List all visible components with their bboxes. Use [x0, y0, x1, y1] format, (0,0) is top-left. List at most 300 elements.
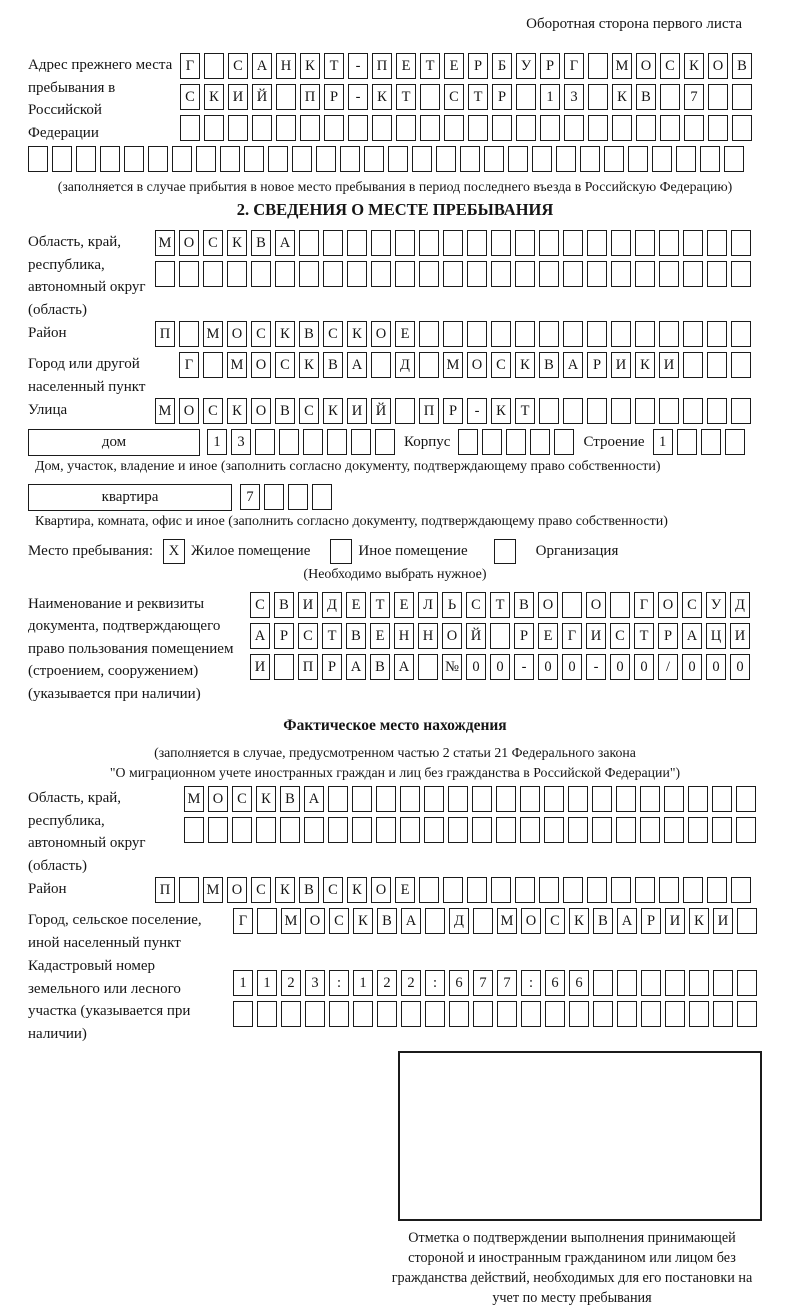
char-cell[interactable] — [496, 786, 516, 812]
char-cell[interactable]: С — [299, 398, 319, 424]
char-cell[interactable] — [641, 970, 661, 996]
char-cell[interactable] — [707, 398, 727, 424]
char-cell[interactable] — [329, 1001, 349, 1027]
char-cell[interactable] — [196, 146, 216, 172]
char-cell[interactable]: - — [348, 84, 368, 110]
checkbox-organization[interactable] — [494, 539, 516, 564]
char-cell[interactable] — [220, 146, 240, 172]
char-cell[interactable] — [324, 115, 344, 141]
char-cell[interactable] — [665, 970, 685, 996]
char-cell[interactable] — [563, 321, 583, 347]
char-cell[interactable] — [204, 115, 224, 141]
char-cell[interactable]: С — [250, 592, 270, 618]
char-cell[interactable] — [731, 321, 751, 347]
char-cell[interactable]: В — [377, 908, 397, 934]
char-cell[interactable]: А — [252, 53, 272, 79]
char-cell[interactable] — [443, 321, 463, 347]
char-grid-row[interactable] — [28, 146, 762, 172]
char-cell[interactable] — [539, 321, 559, 347]
char-cell[interactable] — [443, 877, 463, 903]
char-cell[interactable]: 0 — [706, 654, 726, 680]
char-cell[interactable]: С — [251, 877, 271, 903]
char-cell[interactable] — [731, 352, 751, 378]
char-cell[interactable] — [564, 115, 584, 141]
char-cell[interactable] — [659, 398, 679, 424]
char-cell[interactable] — [279, 429, 299, 455]
char-cell[interactable]: - — [586, 654, 606, 680]
char-cell[interactable] — [232, 817, 252, 843]
char-cell[interactable] — [482, 429, 502, 455]
char-cell[interactable] — [443, 230, 463, 256]
char-grid-row[interactable] — [180, 84, 756, 110]
char-cell[interactable] — [304, 817, 324, 843]
char-cell[interactable]: К — [353, 908, 373, 934]
char-cell[interactable] — [484, 146, 504, 172]
char-cell[interactable]: 1 — [207, 429, 227, 455]
char-cell[interactable]: М — [612, 53, 632, 79]
char-cell[interactable]: К — [347, 877, 367, 903]
char-cell[interactable]: : — [425, 970, 445, 996]
char-cell[interactable] — [252, 115, 272, 141]
char-cell[interactable] — [228, 115, 248, 141]
char-cell[interactable] — [731, 230, 751, 256]
char-grid-row[interactable] — [653, 429, 749, 455]
char-cell[interactable]: К — [299, 352, 319, 378]
char-cell[interactable]: С — [466, 592, 486, 618]
char-cell[interactable]: Е — [396, 53, 416, 79]
char-cell[interactable] — [660, 84, 680, 110]
char-cell[interactable] — [288, 484, 308, 510]
char-cell[interactable] — [707, 261, 727, 287]
char-cell[interactable]: К — [372, 84, 392, 110]
char-cell[interactable] — [327, 429, 347, 455]
char-cell[interactable]: 2 — [281, 970, 301, 996]
char-cell[interactable]: - — [467, 398, 487, 424]
char-grid-row[interactable] — [184, 786, 760, 812]
char-cell[interactable] — [490, 623, 510, 649]
char-cell[interactable] — [292, 146, 312, 172]
char-grid-row[interactable] — [155, 230, 755, 256]
char-cell[interactable]: К — [323, 398, 343, 424]
char-cell[interactable]: 0 — [562, 654, 582, 680]
char-cell[interactable]: В — [323, 352, 343, 378]
char-cell[interactable]: Г — [179, 352, 199, 378]
char-cell[interactable]: П — [419, 398, 439, 424]
char-cell[interactable]: В — [514, 592, 534, 618]
char-cell[interactable]: С — [232, 786, 252, 812]
char-cell[interactable]: О — [179, 230, 199, 256]
char-cell[interactable] — [556, 146, 576, 172]
char-cell[interactable] — [683, 877, 703, 903]
char-cell[interactable] — [683, 352, 703, 378]
char-cell[interactable] — [708, 115, 728, 141]
char-cell[interactable] — [184, 817, 204, 843]
char-grid-row[interactable] — [250, 623, 754, 649]
char-cell[interactable] — [684, 115, 704, 141]
char-cell[interactable] — [280, 817, 300, 843]
char-cell[interactable]: Т — [322, 623, 342, 649]
char-cell[interactable]: Р — [658, 623, 678, 649]
char-cell[interactable] — [303, 429, 323, 455]
char-cell[interactable]: 7 — [684, 84, 704, 110]
char-cell[interactable]: Р — [443, 398, 463, 424]
char-cell[interactable]: С — [251, 321, 271, 347]
char-cell[interactable] — [635, 230, 655, 256]
char-cell[interactable] — [100, 146, 120, 172]
char-cell[interactable]: Е — [370, 623, 390, 649]
char-cell[interactable] — [587, 261, 607, 287]
char-cell[interactable]: С — [298, 623, 318, 649]
char-cell[interactable] — [587, 877, 607, 903]
char-cell[interactable] — [635, 877, 655, 903]
char-cell[interactable] — [724, 146, 744, 172]
char-cell[interactable]: Н — [276, 53, 296, 79]
char-cell[interactable] — [491, 321, 511, 347]
char-cell[interactable]: С — [491, 352, 511, 378]
char-cell[interactable]: № — [442, 654, 462, 680]
char-cell[interactable]: Е — [395, 321, 415, 347]
char-cell[interactable] — [539, 877, 559, 903]
char-cell[interactable] — [473, 1001, 493, 1027]
char-cell[interactable]: 6 — [569, 970, 589, 996]
char-cell[interactable] — [612, 115, 632, 141]
char-cell[interactable]: О — [521, 908, 541, 934]
char-cell[interactable] — [640, 786, 660, 812]
char-cell[interactable]: П — [298, 654, 318, 680]
char-cell[interactable]: С — [329, 908, 349, 934]
char-cell[interactable]: Р — [641, 908, 661, 934]
char-cell[interactable]: : — [521, 970, 541, 996]
char-cell[interactable]: К — [689, 908, 709, 934]
char-cell[interactable] — [563, 230, 583, 256]
char-cell[interactable] — [328, 817, 348, 843]
char-cell[interactable]: : — [329, 970, 349, 996]
char-cell[interactable] — [443, 261, 463, 287]
char-cell[interactable] — [460, 146, 480, 172]
char-cell[interactable] — [371, 230, 391, 256]
char-cell[interactable]: Л — [418, 592, 438, 618]
char-cell[interactable] — [419, 230, 439, 256]
char-cell[interactable] — [179, 261, 199, 287]
char-cell[interactable] — [568, 786, 588, 812]
char-cell[interactable] — [554, 429, 574, 455]
char-cell[interactable] — [544, 817, 564, 843]
char-cell[interactable] — [593, 970, 613, 996]
char-cell[interactable]: Й — [466, 623, 486, 649]
char-cell[interactable] — [419, 321, 439, 347]
char-cell[interactable] — [52, 146, 72, 172]
char-cell[interactable] — [203, 352, 223, 378]
char-cell[interactable]: Е — [346, 592, 366, 618]
char-cell[interactable] — [352, 786, 372, 812]
char-cell[interactable]: К — [635, 352, 655, 378]
char-cell[interactable] — [256, 817, 276, 843]
char-cell[interactable] — [520, 786, 540, 812]
char-cell[interactable] — [592, 786, 612, 812]
char-cell[interactable]: О — [467, 352, 487, 378]
char-grid-row[interactable] — [458, 429, 578, 455]
char-cell[interactable] — [588, 84, 608, 110]
char-cell[interactable] — [348, 115, 368, 141]
char-cell[interactable] — [400, 786, 420, 812]
char-cell[interactable]: О — [442, 623, 462, 649]
char-cell[interactable] — [683, 398, 703, 424]
char-cell[interactable] — [545, 1001, 565, 1027]
char-cell[interactable] — [660, 115, 680, 141]
char-cell[interactable] — [652, 146, 672, 172]
char-cell[interactable]: - — [514, 654, 534, 680]
char-cell[interactable] — [458, 429, 478, 455]
char-cell[interactable]: 2 — [377, 970, 397, 996]
char-cell[interactable]: О — [251, 352, 271, 378]
char-cell[interactable] — [172, 146, 192, 172]
char-cell[interactable]: К — [347, 321, 367, 347]
char-cell[interactable]: М — [155, 230, 175, 256]
char-cell[interactable] — [588, 115, 608, 141]
char-cell[interactable] — [418, 654, 438, 680]
char-cell[interactable] — [532, 146, 552, 172]
char-cell[interactable] — [688, 786, 708, 812]
char-cell[interactable]: Д — [730, 592, 750, 618]
char-grid-row[interactable] — [250, 654, 754, 680]
char-cell[interactable] — [516, 84, 536, 110]
char-cell[interactable] — [563, 261, 583, 287]
char-cell[interactable]: И — [713, 908, 733, 934]
char-cell[interactable]: Т — [468, 84, 488, 110]
char-cell[interactable] — [257, 908, 277, 934]
char-grid-row[interactable] — [250, 592, 754, 618]
char-cell[interactable]: О — [538, 592, 558, 618]
char-cell[interactable] — [276, 115, 296, 141]
char-grid-row[interactable] — [184, 817, 760, 843]
char-cell[interactable] — [233, 1001, 253, 1027]
char-cell[interactable]: 0 — [538, 654, 558, 680]
char-cell[interactable] — [689, 970, 709, 996]
char-cell[interactable]: О — [636, 53, 656, 79]
char-cell[interactable]: Т — [634, 623, 654, 649]
char-cell[interactable] — [497, 1001, 517, 1027]
char-cell[interactable]: Т — [420, 53, 440, 79]
char-cell[interactable]: У — [706, 592, 726, 618]
char-cell[interactable] — [616, 817, 636, 843]
char-cell[interactable]: И — [298, 592, 318, 618]
char-cell[interactable] — [244, 146, 264, 172]
char-cell[interactable]: С — [660, 53, 680, 79]
char-cell[interactable] — [736, 786, 756, 812]
char-cell[interactable] — [353, 1001, 373, 1027]
char-cell[interactable]: О — [708, 53, 728, 79]
char-cell[interactable]: Т — [324, 53, 344, 79]
char-cell[interactable] — [701, 429, 721, 455]
char-cell[interactable]: Р — [540, 53, 560, 79]
char-cell[interactable] — [617, 1001, 637, 1027]
char-cell[interactable]: 1 — [233, 970, 253, 996]
char-cell[interactable] — [444, 115, 464, 141]
char-cell[interactable]: Й — [252, 84, 272, 110]
char-cell[interactable] — [312, 484, 332, 510]
char-cell[interactable]: И — [659, 352, 679, 378]
char-cell[interactable]: О — [371, 877, 391, 903]
char-cell[interactable] — [659, 321, 679, 347]
char-cell[interactable] — [148, 146, 168, 172]
char-cell[interactable] — [563, 877, 583, 903]
char-cell[interactable]: Р — [274, 623, 294, 649]
char-cell[interactable]: Н — [394, 623, 414, 649]
char-cell[interactable] — [611, 230, 631, 256]
char-cell[interactable] — [736, 817, 756, 843]
char-cell[interactable]: П — [372, 53, 392, 79]
char-cell[interactable]: Ц — [706, 623, 726, 649]
char-cell[interactable] — [491, 261, 511, 287]
char-cell[interactable] — [640, 817, 660, 843]
char-cell[interactable] — [616, 786, 636, 812]
char-cell[interactable]: А — [304, 786, 324, 812]
char-cell[interactable] — [425, 1001, 445, 1027]
char-cell[interactable]: М — [281, 908, 301, 934]
char-cell[interactable] — [569, 1001, 589, 1027]
char-cell[interactable] — [636, 115, 656, 141]
char-cell[interactable]: В — [280, 786, 300, 812]
char-cell[interactable]: Р — [468, 53, 488, 79]
char-cell[interactable] — [530, 429, 550, 455]
char-cell[interactable] — [520, 817, 540, 843]
char-cell[interactable] — [587, 230, 607, 256]
char-cell[interactable]: 0 — [490, 654, 510, 680]
char-cell[interactable]: С — [228, 53, 248, 79]
char-cell[interactable] — [664, 817, 684, 843]
char-cell[interactable] — [340, 146, 360, 172]
char-grid-row[interactable] — [155, 261, 755, 287]
char-grid-row[interactable] — [155, 321, 755, 347]
char-cell[interactable] — [491, 230, 511, 256]
char-cell[interactable] — [611, 877, 631, 903]
char-cell[interactable]: В — [636, 84, 656, 110]
char-cell[interactable]: Т — [490, 592, 510, 618]
checkbox-other-premises[interactable] — [330, 539, 352, 564]
char-cell[interactable]: И — [586, 623, 606, 649]
char-cell[interactable]: К — [569, 908, 589, 934]
char-cell[interactable] — [587, 321, 607, 347]
char-cell[interactable]: М — [184, 786, 204, 812]
char-cell[interactable] — [347, 261, 367, 287]
char-cell[interactable]: 1 — [540, 84, 560, 110]
char-cell[interactable] — [592, 817, 612, 843]
char-cell[interactable]: Г — [564, 53, 584, 79]
char-cell[interactable]: 3 — [305, 970, 325, 996]
char-cell[interactable] — [395, 261, 415, 287]
char-cell[interactable]: К — [256, 786, 276, 812]
char-cell[interactable]: 0 — [610, 654, 630, 680]
char-cell[interactable] — [508, 146, 528, 172]
char-cell[interactable] — [179, 321, 199, 347]
char-cell[interactable] — [419, 352, 439, 378]
char-cell[interactable]: 6 — [449, 970, 469, 996]
char-cell[interactable]: К — [684, 53, 704, 79]
char-cell[interactable] — [707, 352, 727, 378]
char-cell[interactable] — [628, 146, 648, 172]
char-cell[interactable] — [635, 321, 655, 347]
char-cell[interactable] — [76, 146, 96, 172]
char-cell[interactable] — [396, 115, 416, 141]
char-cell[interactable]: О — [251, 398, 271, 424]
char-cell[interactable]: Н — [418, 623, 438, 649]
char-cell[interactable]: 1 — [653, 429, 673, 455]
char-cell[interactable] — [316, 146, 336, 172]
char-cell[interactable] — [420, 115, 440, 141]
char-cell[interactable] — [467, 261, 487, 287]
char-cell[interactable]: К — [227, 398, 247, 424]
char-cell[interactable] — [688, 817, 708, 843]
char-cell[interactable] — [665, 1001, 685, 1027]
char-cell[interactable]: 3 — [231, 429, 251, 455]
char-cell[interactable] — [568, 817, 588, 843]
char-cell[interactable] — [540, 115, 560, 141]
char-cell[interactable] — [713, 970, 733, 996]
char-cell[interactable]: Р — [492, 84, 512, 110]
char-cell[interactable]: Р — [322, 654, 342, 680]
char-cell[interactable]: В — [274, 592, 294, 618]
char-grid-row[interactable] — [155, 398, 755, 424]
char-cell[interactable]: Д — [322, 592, 342, 618]
char-cell[interactable] — [712, 817, 732, 843]
char-cell[interactable]: А — [401, 908, 421, 934]
char-grid-row[interactable] — [233, 970, 761, 996]
char-cell[interactable]: А — [346, 654, 366, 680]
char-cell[interactable]: - — [348, 53, 368, 79]
char-cell[interactable]: О — [227, 321, 247, 347]
char-cell[interactable]: С — [610, 623, 630, 649]
char-cell[interactable]: 2 — [401, 970, 421, 996]
char-cell[interactable] — [425, 908, 445, 934]
char-cell[interactable] — [544, 786, 564, 812]
char-cell[interactable] — [268, 146, 288, 172]
char-cell[interactable] — [155, 261, 175, 287]
char-cell[interactable] — [204, 53, 224, 79]
char-cell[interactable]: 3 — [564, 84, 584, 110]
char-cell[interactable] — [377, 1001, 397, 1027]
char-cell[interactable]: Б — [492, 53, 512, 79]
char-cell[interactable] — [617, 970, 637, 996]
char-cell[interactable]: Г — [180, 53, 200, 79]
char-cell[interactable]: К — [275, 877, 295, 903]
char-cell[interactable]: 0 — [466, 654, 486, 680]
char-cell[interactable] — [506, 429, 526, 455]
char-cell[interactable]: О — [658, 592, 678, 618]
char-cell[interactable] — [731, 877, 751, 903]
char-cell[interactable] — [683, 321, 703, 347]
char-cell[interactable] — [371, 261, 391, 287]
char-cell[interactable]: В — [299, 877, 319, 903]
char-cell[interactable] — [588, 53, 608, 79]
char-cell[interactable] — [364, 146, 384, 172]
char-cell[interactable] — [472, 786, 492, 812]
char-cell[interactable]: П — [155, 877, 175, 903]
char-cell[interactable]: В — [299, 321, 319, 347]
char-cell[interactable] — [659, 877, 679, 903]
char-cell[interactable]: / — [658, 654, 678, 680]
char-cell[interactable] — [281, 1001, 301, 1027]
char-cell[interactable] — [371, 352, 391, 378]
char-cell[interactable] — [419, 877, 439, 903]
char-cell[interactable] — [563, 398, 583, 424]
char-cell[interactable]: 0 — [730, 654, 750, 680]
char-cell[interactable]: 0 — [634, 654, 654, 680]
char-cell[interactable] — [276, 84, 296, 110]
char-cell[interactable]: О — [371, 321, 391, 347]
char-grid-row[interactable] — [207, 429, 399, 455]
char-cell[interactable] — [683, 261, 703, 287]
char-cell[interactable] — [580, 146, 600, 172]
